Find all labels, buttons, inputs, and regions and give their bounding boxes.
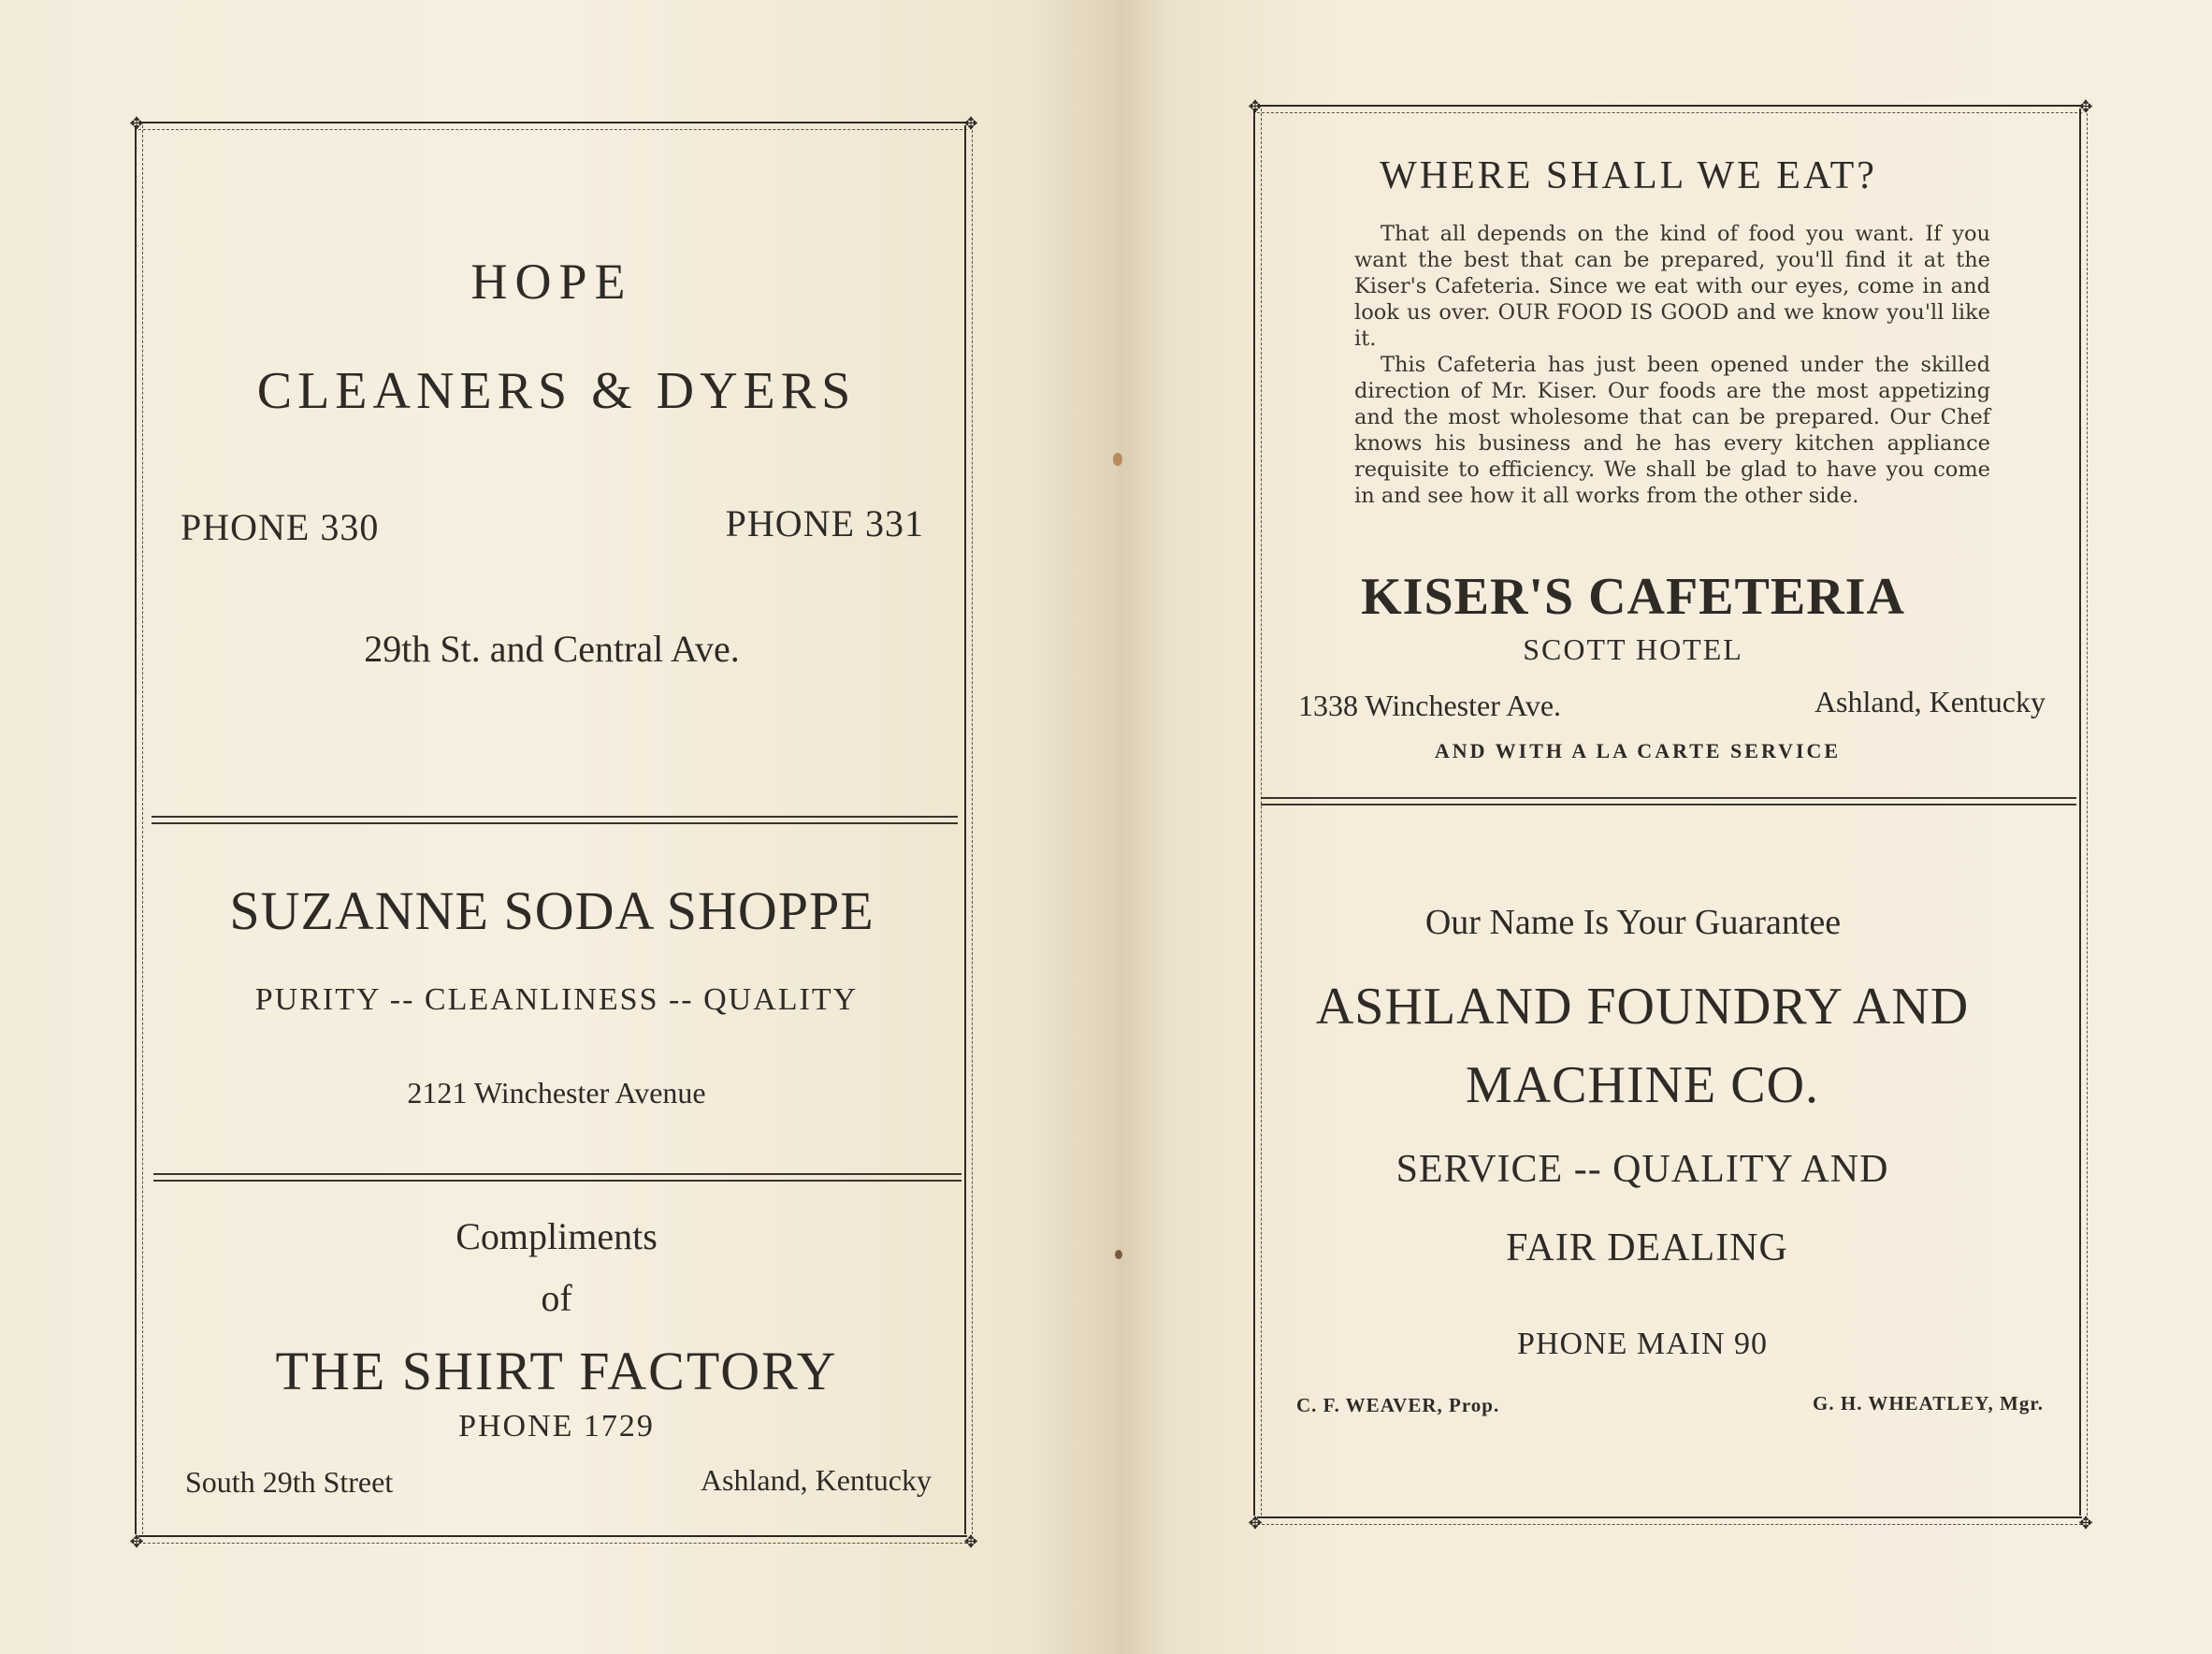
foundry-motto-line2: FAIR DEALING <box>1506 1226 1788 1270</box>
soda-shop-name: SUZANNE SODA SHOPPE <box>229 880 875 941</box>
paper-stain <box>1115 1250 1122 1259</box>
foundry-manager: G. H. WHEATLEY, Mgr. <box>1813 1392 2044 1415</box>
foundry-proprietor: C. F. WEAVER, Prop. <box>1296 1394 1500 1416</box>
paper-stain <box>1113 453 1122 466</box>
shirt-factory-name: THE SHIRT FACTORY <box>275 1341 838 1401</box>
frame-corner-ornament: ✥ <box>2078 1514 2093 1532</box>
shirt-factory-street: South 29th Street <box>185 1465 394 1499</box>
hope-subtitle: CLEANERS & DYERS <box>256 362 857 420</box>
kiser-hotel: SCOTT HOTEL <box>1523 632 1743 666</box>
foundry-name-line1: ASHLAND FOUNDRY AND <box>1315 978 1970 1036</box>
hope-phone-right: PHONE 331 <box>725 502 924 544</box>
soda-shop-slogan: PURITY -- CLEANLINESS -- QUALITY <box>254 982 859 1017</box>
kiser-service-note: AND WITH A LA CARTE SERVICE <box>1434 739 1842 762</box>
frame-corner-ornament: ✥ <box>1248 97 1263 116</box>
foundry-phone: PHONE MAIN 90 <box>1517 1327 1768 1361</box>
section-divider <box>153 1173 961 1182</box>
shirt-of: of <box>541 1277 572 1319</box>
soda-shop-address: 2121 Winchester Avenue <box>407 1076 706 1110</box>
kiser-headline: WHERE SHALL WE EAT? <box>1380 154 1877 197</box>
kiser-paragraph-2: This Cafeteria has just been opened under the skilled direction of Mr. Kiser. Our foods are the most appetizing and the most wholesome that can be prepared. Our Chef knows his business and he has every kitchen appliance requisite to efficiency. We shall be glad to have you come in and see how it all works from the other side. <box>1354 353 1990 508</box>
foundry-name-line2: MACHINE CO. <box>1465 1056 1820 1114</box>
frame-corner-ornament: ✥ <box>129 114 144 133</box>
frame-corner-ornament: ✥ <box>1248 1514 1263 1532</box>
kiser-street: 1338 Winchester Ave. <box>1298 689 1562 722</box>
frame-corner-ornament: ✥ <box>963 114 978 133</box>
hope-address: 29th St. and Central Ave. <box>364 628 740 670</box>
frame-corner-ornament: ✥ <box>2078 97 2093 116</box>
shirt-factory-city: Ashland, Kentucky <box>700 1463 932 1497</box>
foundry-motto-line1: SERVICE -- QUALITY AND <box>1395 1148 1889 1191</box>
kiser-cafeteria-name: KISER'S CAFETERIA <box>1361 568 1905 626</box>
hope-title: HOPE <box>470 254 633 310</box>
frame-corner-ornament: ✥ <box>963 1532 978 1551</box>
section-divider <box>152 816 958 824</box>
foundry-guarantee: Our Name Is Your Guarantee <box>1424 903 1842 942</box>
hope-phone-left: PHONE 330 <box>181 506 380 548</box>
left-ad-frame <box>129 114 978 1551</box>
section-divider <box>1261 797 2076 805</box>
frame-corner-ornament: ✥ <box>129 1532 144 1551</box>
right-page <box>1119 0 2212 1654</box>
kiser-body-text <box>1354 221 1990 509</box>
shirt-factory-phone: PHONE 1729 <box>458 1409 655 1444</box>
kiser-city: Ashland, Kentucky <box>1814 685 2046 718</box>
kiser-paragraph-1: That all depends on the kind of food you want. If you want the best that can be prepared, you'll find it at the Kiser's Cafeteria. Since we eat with our eyes, come in and look us over. OUR FOOD IS GOOD and we know you'll like it. <box>1354 222 1990 351</box>
shirt-compliments: Compliments <box>455 1215 658 1257</box>
